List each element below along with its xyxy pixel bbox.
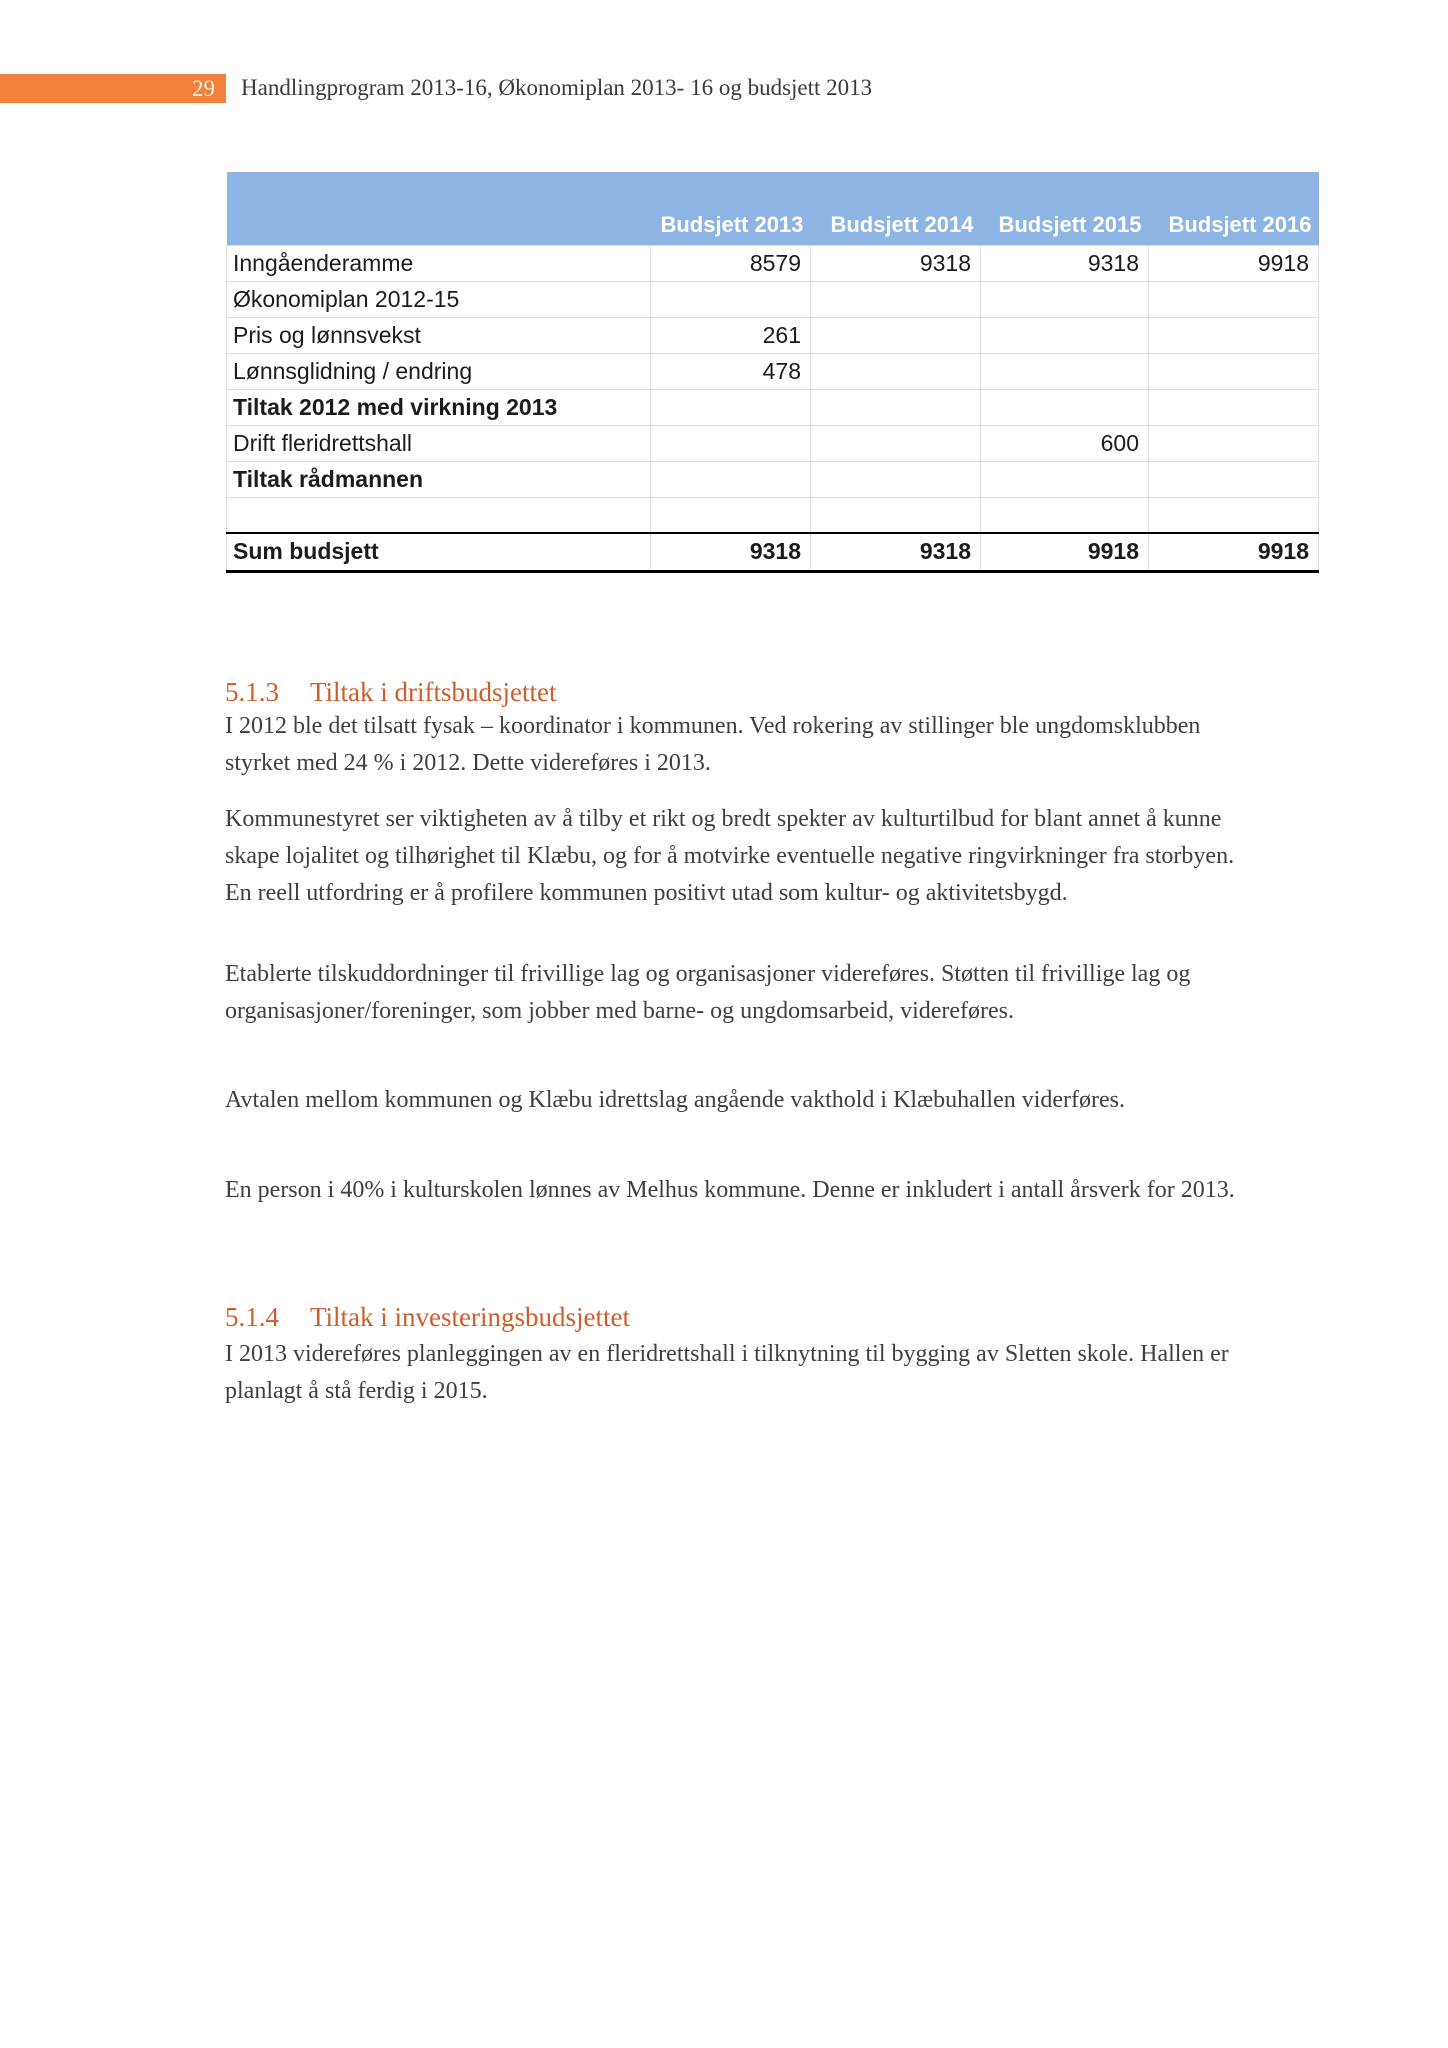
row-label: Tiltak 2012 med virkning 2013 [227, 389, 651, 425]
section-number: 5.1.4 [225, 1302, 279, 1332]
row-label: Lønnsglidning / endring [227, 353, 651, 389]
cell-value: 9918 [981, 533, 1149, 571]
paragraph: I 2012 ble det tilsatt fysak – koordinator i kommunen. Ved rokering av stillinger ble ungdomsklubben styrket med 24 % i 2012. Dette videreføres i 2013. [225, 713, 1201, 776]
cell-value [981, 317, 1149, 353]
cell-value: 9318 [811, 533, 981, 571]
row-label [227, 497, 651, 533]
budget-table-corner-cell [227, 172, 651, 245]
budget-table [226, 172, 1319, 573]
cell-value [981, 353, 1149, 389]
section-title: Tiltak i investeringsbudsjettet [310, 1302, 630, 1332]
cell-value: 478 [651, 353, 811, 389]
budget-table-col-header-2014: Budsjett 2014 [811, 172, 981, 245]
cell-value [1149, 425, 1319, 461]
cell-value [811, 425, 981, 461]
cell-value: 9318 [981, 245, 1149, 281]
page-number-band [0, 74, 226, 103]
cell-value [651, 497, 811, 533]
paragraph: Avtalen mellom kommunen og Klæbu idrettslag angående vakthold i Klæbuhallen viderføres. [225, 1087, 1126, 1113]
page-number: 29 [192, 76, 215, 101]
section-heading-5-1-3 [225, 676, 557, 708]
row-label: Drift fleridrettshall [227, 425, 651, 461]
table-row [227, 317, 1319, 353]
cell-value [651, 389, 811, 425]
table-row [227, 389, 1319, 425]
row-label: Inngåenderamme [227, 245, 651, 281]
cell-value [1149, 281, 1319, 317]
cell-value [811, 281, 981, 317]
cell-value: 9918 [1149, 245, 1319, 281]
table-row-empty [227, 497, 1319, 533]
section-number: 5.1.3 [225, 677, 279, 707]
cell-value: 261 [651, 317, 811, 353]
paragraph: Etablerte tilskuddordninger til frivillige lag og organisasjoner videreføres. Støtten til frivillige lag og organisasjoner/foreninger, som jobber med barne- og ungdomsarbeid, videreføres. [225, 961, 1191, 1024]
paragraph: En person i 40% i kulturskolen lønnes av Melhus kommune. Denne er inkludert i antall årsverk for 2013. [225, 1177, 1235, 1203]
cell-value [1149, 353, 1319, 389]
cell-value [651, 281, 811, 317]
table-row-sum [227, 533, 1319, 571]
cell-value [651, 461, 811, 497]
budget-table-col-header-2013: Budsjett 2013 [651, 172, 811, 245]
paragraph: I 2013 videreføres planleggingen av en fleridrettshall i tilknytning til bygging av Sletten skole. Hallen er planlagt å stå ferdig i 2015. [225, 1341, 1229, 1404]
cell-value [811, 389, 981, 425]
budget-table-header-row [227, 172, 1319, 245]
cell-value: 9918 [1149, 533, 1319, 571]
table-row [227, 353, 1319, 389]
document-header-title: Handlingprogram 2013-16, Økonomiplan 2013- 16 og budsjett 2013 [241, 75, 873, 100]
cell-value [1149, 461, 1319, 497]
cell-value [981, 281, 1149, 317]
cell-value: 9318 [811, 245, 981, 281]
section-title: Tiltak i driftsbudsjettet [310, 677, 557, 707]
budget-table-col-header-2016: Budsjett 2016 [1149, 172, 1319, 245]
cell-value [981, 497, 1149, 533]
cell-value: 600 [981, 425, 1149, 461]
cell-value [981, 389, 1149, 425]
cell-value [811, 461, 981, 497]
cell-value: 8579 [651, 245, 811, 281]
cell-value [811, 497, 981, 533]
cell-value [811, 317, 981, 353]
cell-value [1149, 389, 1319, 425]
table-row [227, 461, 1319, 497]
table-row [227, 425, 1319, 461]
row-label: Pris og lønnsvekst [227, 317, 651, 353]
budget-table-col-header-2015: Budsjett 2015 [981, 172, 1149, 245]
section-heading-5-1-4 [225, 1301, 630, 1333]
cell-value [981, 461, 1149, 497]
paragraph: Kommunestyret ser viktigheten av å tilby et rikt og bredt spekter av kulturtilbud for blant annet å kunne skape lojalitet og tilhørighet til Klæbu, og for å motvirke eventuelle negative ringvirkninger fra storbyen. En reell utfordring er å profilere kommunen positivt utad som kultur- og aktivitetsbygd. [225, 806, 1235, 906]
table-row [227, 245, 1319, 281]
cell-value [1149, 497, 1319, 533]
cell-value [651, 425, 811, 461]
cell-value [1149, 317, 1319, 353]
table-row [227, 281, 1319, 317]
cell-value: 9318 [651, 533, 811, 571]
row-label: Tiltak rådmannen [227, 461, 651, 497]
row-label: Økonomiplan 2012-15 [227, 281, 651, 317]
row-label: Sum budsjett [227, 533, 651, 571]
cell-value [811, 353, 981, 389]
